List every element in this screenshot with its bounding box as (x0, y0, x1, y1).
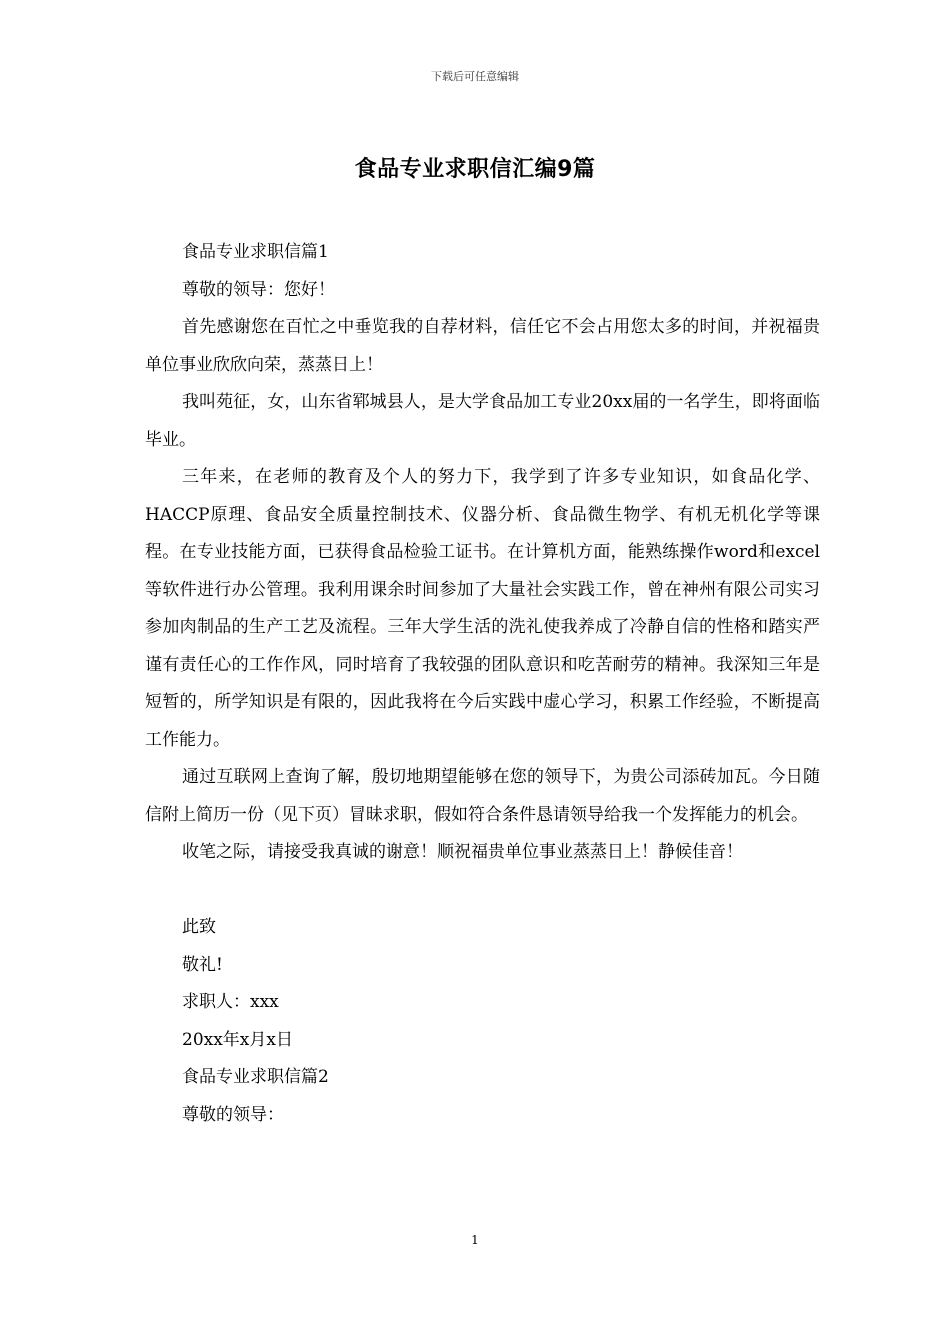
salutation: 尊敬的领导： (182, 1104, 284, 1125)
salutation: 尊敬的领导：您好！ (182, 279, 335, 300)
section-heading-2: 食品专业求职信篇2 (182, 1067, 329, 1087)
closing-regards: 敬礼! (182, 954, 223, 975)
closing-greeting: 此致 (182, 917, 216, 937)
body-paragraph: 三年来，在老师的教育及个人的努力下，我学到了许多专业知识，如食品化学、HACCP原理、食品安全质量控制技术、仪器分析、食品微生物学、有机无机化学等课程。在专业技能方面，已获得食品检验工证书。在计算机方面，能熟练操作word和excel等软件进行办公管理。我利用课余时间参加了大量社会实践工作，曾在神州有限公司实习参加肉制品的生产工艺及流程。三年大学生活的洗礼使我养成了冷静自信的性格和踏实严谨有责任心的工作作风，同时培育了我较强的团队意识和吃苦耐劳的精神。我深知三年是短暂的，所学知识是有限的，因此我将在今后实践中虚心学习，积累工作经验，不断提高工作能力。 (145, 467, 820, 750)
document-body (145, 234, 820, 1134)
closing-paragraph: 收笔之际，请接受我真诚的谢意！顺祝福贵单位事业蒸蒸日上！静候佳音！ (182, 842, 743, 862)
body-paragraph: 我叫苑征，女，山东省郓城县人，是大学食品加工专业20xx届的一名学生，即将面临毕业。 (145, 392, 820, 450)
header-note: 下载后可任意编辑 (431, 70, 519, 83)
body-paragraph: 通过互联网上查询了解，殷切地期望能够在您的领导下，为贵公司添砖加瓦。今日随信附上简历一份（见下页）冒昧求职，假如符合条件恳请领导给我一个发挥能力的机会。 (145, 767, 820, 825)
blank-line (145, 872, 820, 910)
date-line: 20xx年x月x日 (182, 1029, 293, 1050)
document-title: 食品专业求职信汇编9篇 (354, 157, 596, 182)
page-number: 1 (471, 1233, 479, 1247)
section-heading-1: 食品专业求职信篇1 (182, 242, 329, 262)
signature-line: 求职人：xxx (182, 992, 279, 1012)
body-paragraph: 首先感谢您在百忙之中垂览我的自荐材料，信任它不会占用您太多的时间，并祝福贵单位事业欣欣向荣，蒸蒸日上！ (145, 317, 820, 375)
